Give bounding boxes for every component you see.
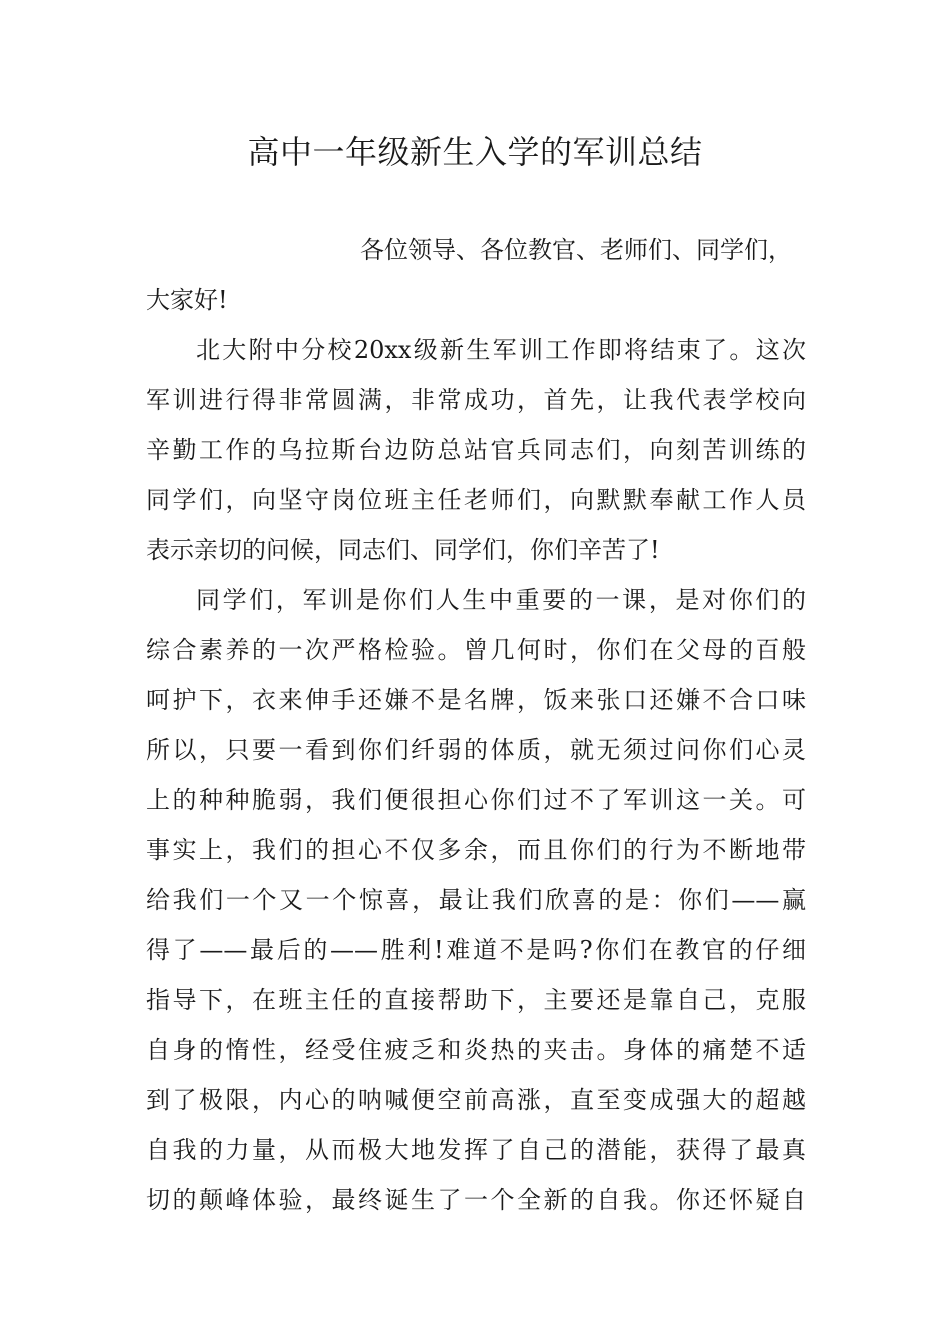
paragraph-line: 指导下，在班主任的直接帮助下，主要还是靠自己，克服	[146, 986, 806, 1014]
paragraph-line: 得了——最后的——胜利!难道不是吗?你们在教官的仔细	[146, 936, 806, 964]
paragraph-line: 给我们一个又一个惊喜，最让我们欣喜的是：你们——赢	[146, 886, 806, 914]
paragraph-line: 自我的力量，从而极大地发挥了自己的潜能，获得了最真	[146, 1136, 806, 1164]
paragraph-line: 军训进行得非常圆满，非常成功，首先，让我代表学校向	[146, 386, 806, 414]
paragraph-line: 表示亲切的问候，同志们、同学们，你们辛苦了!	[146, 536, 660, 564]
paragraph-line: 综合素养的一次严格检验。曾几何时，你们在父母的百般	[146, 636, 806, 664]
paragraph-line: 辛勤工作的乌拉斯台边防总站官兵同志们，向刻苦训练的	[146, 436, 806, 464]
paragraph-line: 上的种种脆弱，我们便很担心你们过不了军训这一关。可	[146, 786, 806, 814]
greeting-line: 大家好!	[146, 286, 228, 314]
document-title: 高中一年级新生入学的军训总结	[247, 133, 703, 171]
salutation-line: 各位领导、各位教官、老师们、同学们，	[360, 236, 792, 264]
paragraph-line: 同学们，向坚守岗位班主任老师们，向默默奉献工作人员	[146, 486, 806, 514]
paragraph-line: 同学们，军训是你们人生中重要的一课，是对你们的	[196, 586, 806, 614]
paragraph-line: 到了极限，内心的呐喊便空前高涨，直至变成强大的超越	[146, 1086, 806, 1114]
paragraph-line: 切的颠峰体验，最终诞生了一个全新的自我。你还怀疑自	[146, 1186, 806, 1214]
paragraph-line: 自身的惰性，经受住疲乏和炎热的夹击。身体的痛楚不适	[146, 1036, 806, 1064]
paragraph-line: 事实上，我们的担心不仅多余，而且你们的行为不断地带	[146, 836, 806, 864]
paragraph-line: 呵护下，衣来伸手还嫌不是名牌，饭来张口还嫌不合口味	[146, 686, 806, 714]
paragraph-line: 所以，只要一看到你们纤弱的体质，就无须过问你们心灵	[146, 736, 806, 764]
paragraph-line: 北大附中分校20xx级新生军训工作即将结束了。这次	[196, 336, 806, 364]
